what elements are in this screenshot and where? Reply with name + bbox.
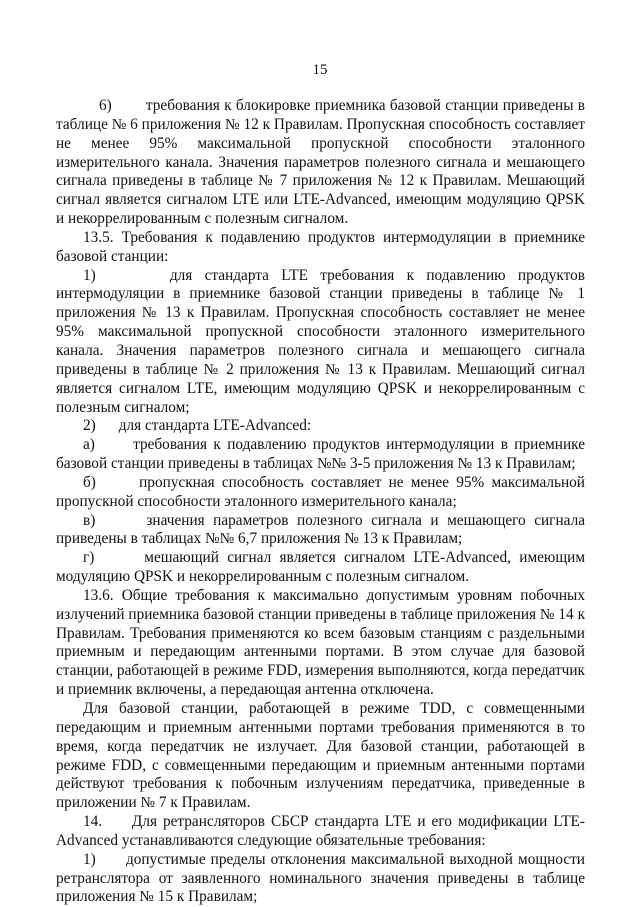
page-number: 15 xyxy=(312,62,328,78)
paragraph-14-repeaters: 14. Для ретрансляторов СБСР стандарта LTE и его модификации LTE-Advanced устанавливаются следующие обязательные требования: xyxy=(56,813,585,849)
paragraph-13-6-tdd: Для базовой станции, работающей в режиме TDD, с совмещенными передающим и приемным антенными портами требования применяются в то время, когда передатчик не излучает. Для базовой станции, работающей в режиме FDD, с совмещенными передающим и приемным антенными портами действуют требования к побочным излучениям передатчика, приведенные в приложении № 7 к Правилам. xyxy=(56,700,585,812)
paragraph-13-5-2-lte-advanced: 2) для стандарта LTE-Advanced: xyxy=(83,417,312,435)
paragraph-6-blocking: 6) требования к блокировке приемника базовой станции приведены в таблице № 6 приложения № 12 к Правилам. Пропускная способность составляет не менее 95% максимальной пропускной способности эталонного измерительного канала. Значения параметров полезного сигнала и мешающего сигнала приведены в таблице № 7 приложения № 12 к Правилам. Мешающий сигнал является сигналом LTE или LTE-Advanced, имеющим модуляцию QPSK и некоррелированным с полезным сигналом. xyxy=(56,97,585,228)
paragraph-13-5-1-lte: 1) для стандарта LTE требования к подавлению продуктов интермодуляции в приемнике базовой станции приведены в таблице № 1 приложения № 13 к Правилам. Пропускная способность составляет не менее 95% максимальной пропускной способности эталонного измерительного канала. Значения параметров полезного сигнала и мешающего сигнала приведены в таблице № 2 приложения № 13 к Правилам. Мешающий сигнал является сигналом LTE, имеющим модуляцию QPSK и некоррелированным с полезным сигналом; xyxy=(56,266,585,416)
paragraph-13-5-2-v: в) значения параметров полезного сигнала и мешающего сигнала приведены в таблицах №№ 6,7 приложения № 13 к Правилам; xyxy=(56,511,585,548)
paragraph-13-5-2-g: г) мешающий сигнал является сигналом LTE-Advanced, имеющим модуляцию QPSK и некоррелированным с полезным сигналом. xyxy=(56,549,585,586)
paragraph-13-5-2-a: а) требования к подавлению продуктов интермодуляции в приемнике базовой станции приведены в таблицах №№ 3-5 приложения № 13 к Правилам; xyxy=(56,436,585,473)
document-body xyxy=(56,97,585,907)
paragraph-13-5-2-b: б) пропускная способность составляет не менее 95% максимальной пропускной способности эталонного измерительного канала; xyxy=(56,473,585,510)
paragraph-14-1-power: 1) допустимые пределы отклонения максимальной выходной мощности ретранслятора от заявленного номинального значения приведены в таблице приложения № 15 к Правилам; xyxy=(56,850,585,906)
paragraph-13-5-heading: 13.5. Требования к подавлению продуктов интермодуляции в приемнике базовой станции: xyxy=(56,228,585,265)
paragraph-13-6-spurious: 13.6. Общие требования к максимально допустимым уровням побочных излучений приемника базовой станции приведены в таблице приложения № 14 к Правилам. Требования применяются ко всем базовым станциям с раздельными приемным и передающим антенными портами. В этом случае для базовой станции, работающей в режиме FDD, измерения выполняются, когда передатчик и приемник включены, а передающая антенна отключена. xyxy=(56,586,585,699)
